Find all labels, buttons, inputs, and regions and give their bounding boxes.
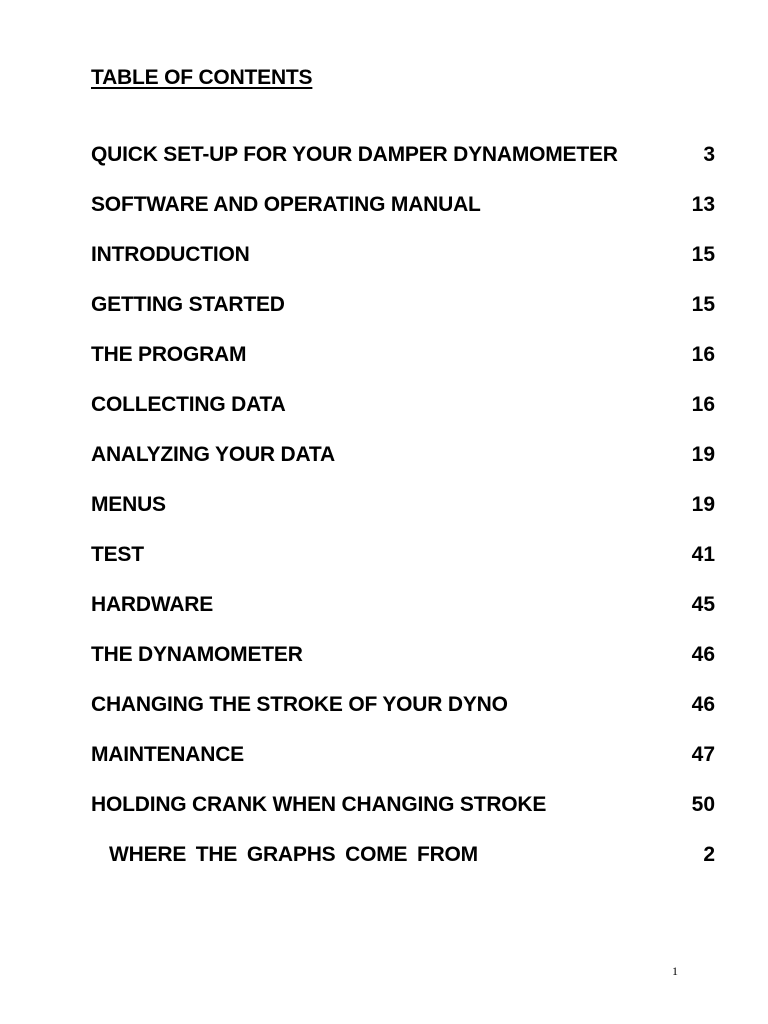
toc-entry-title: HARDWARE [91,593,214,616]
toc-entry-page: 16 [691,393,715,416]
toc-entry-page: 16 [691,343,715,366]
toc-entry-title: GETTING STARTED [91,293,285,316]
toc-entry-page: 50 [691,793,715,816]
toc-entry-page: 47 [691,743,715,766]
toc-entry-page: 2 [703,843,715,866]
toc-entry-title: QUICK SET-UP FOR YOUR DAMPER DYNAMOMETER [91,143,618,166]
toc-entry [91,841,715,891]
toc-entry-title: TEST [91,543,144,566]
toc-entry-page: 19 [691,443,715,466]
toc-entry [91,141,715,191]
toc-entry [91,541,715,591]
toc-entry [91,391,715,441]
toc-entry-title: THE PROGRAM [91,343,247,366]
toc-entry-title: INTRODUCTION [91,243,250,266]
toc-entry [91,291,715,341]
toc-entry [91,691,715,741]
toc-entry-title: MENUS [91,493,166,516]
toc-entry-page: 45 [691,593,715,616]
toc-entry [91,741,715,791]
page-number: 1 [672,964,678,978]
toc-entry-title: SOFTWARE AND OPERATING MANUAL [91,193,481,216]
toc-entry-title: ANALYZING YOUR DATA [91,443,335,466]
toc-entry [91,791,715,841]
toc-entry-title: THE DYNAMOMETER [91,643,303,666]
toc-entry [91,591,715,641]
toc-entry-title: COLLECTING DATA [91,393,286,416]
toc-entry [91,441,715,491]
toc-entry-title: MAINTENANCE [91,743,244,766]
toc-entry-page: 13 [691,193,715,216]
toc-entry-page: 15 [691,243,715,266]
toc-entry-page: 15 [691,293,715,316]
toc-entry [91,241,715,291]
toc-heading: TABLE OF CONTENTS [91,66,313,89]
toc-entry-page: 19 [691,493,715,516]
toc-entry-page: 46 [691,643,715,666]
toc-entry-title: CHANGING THE STROKE OF YOUR DYNO [91,693,508,716]
toc-list [91,141,715,891]
toc-entry [91,491,715,541]
toc-entry-title: HOLDING CRANK WHEN CHANGING STROKE [91,793,547,816]
toc-entry [91,641,715,691]
toc-entry [91,191,715,241]
toc-entry-page: 46 [691,693,715,716]
toc-entry-page: 41 [691,543,715,566]
toc-entry-title: WHERE THE GRAPHS COME FROM [109,843,478,866]
toc-entry-page: 3 [703,143,715,166]
toc-entry [91,341,715,391]
